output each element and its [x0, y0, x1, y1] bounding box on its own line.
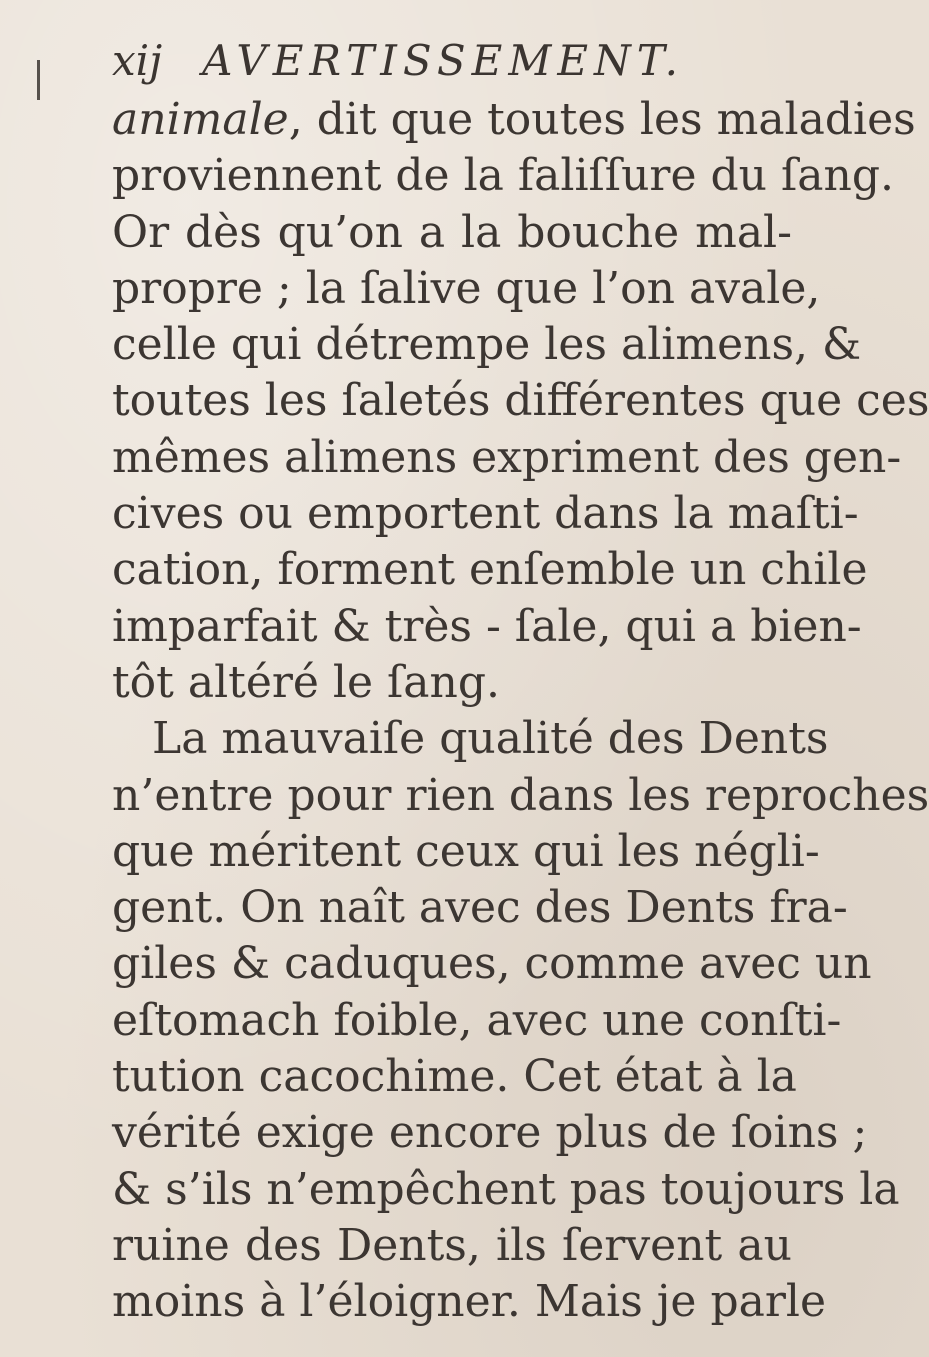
- text-line: celle qui détrempe les alimens, &: [112, 319, 862, 371]
- italic-word: animale: [112, 94, 289, 145]
- text-line: toutes les ſaletés différentes que ces: [112, 375, 929, 427]
- margin-rule: [37, 60, 40, 100]
- text-line: tôt altéré le ſang.: [112, 656, 501, 708]
- body-text: [112, 92, 929, 1331]
- text-line: que méritent ceux qui les négli-: [112, 825, 820, 877]
- text-line: giles & caduques, comme avec un: [112, 938, 872, 990]
- text-line: n’entre pour rien dans les reproches: [112, 769, 929, 821]
- text-line: tution cacochime. Cet état à la: [112, 1051, 797, 1103]
- page-number: xij: [112, 36, 163, 85]
- text-line: Or dès qu’on a la bouche mal-: [112, 206, 792, 258]
- text-line: ruine des Dents, ils ſervent au: [112, 1219, 792, 1271]
- text-line: [112, 92, 916, 148]
- text-line: propre ; la ſalive que l’on avale,: [112, 262, 821, 314]
- text-line: eſtomach foible, avec une conſti-: [112, 994, 842, 1046]
- text-line-rest: , dit que toutes les maladies: [288, 94, 916, 145]
- text-line: imparfait & très - ſale, qui a bien-: [112, 600, 862, 652]
- book-page: [112, 36, 929, 1331]
- text-line: proviennent de la faliſſure du ſang.: [112, 150, 894, 202]
- text-line: cives ou emportent dans la maſti-: [112, 488, 859, 540]
- text-line: gent. On naît avec des Dents fra-: [112, 882, 848, 934]
- text-line: & s’ils n’empêchent pas toujours la: [112, 1163, 900, 1215]
- text-line: vérité exige encore plus de ſoins ;: [112, 1107, 868, 1159]
- text-line: mêmes alimens expriment des gen-: [112, 431, 902, 483]
- text-line: La mauvaiſe qualité des Dents: [152, 713, 829, 765]
- text-line: moins à l’éloigner. Mais je parle: [112, 1276, 826, 1328]
- running-title: AVERTISSEMENT.: [202, 36, 684, 85]
- page-header: [112, 36, 792, 92]
- text-line: cation, forment enſemble un chile: [112, 544, 868, 596]
